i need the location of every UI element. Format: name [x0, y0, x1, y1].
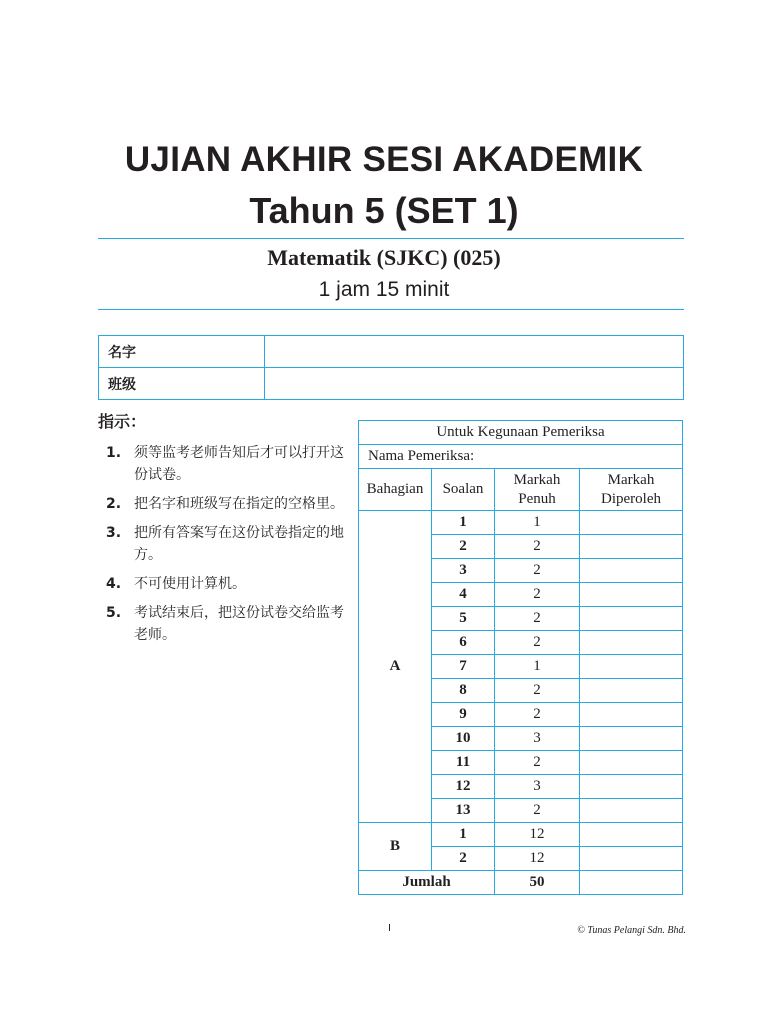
question-number: 11	[432, 751, 495, 775]
full-marks: 2	[495, 799, 580, 823]
exam-subtitle: Tahun 5 (SET 1)	[249, 190, 519, 231]
full-marks: 3	[495, 727, 580, 751]
obtained-marks-field[interactable]	[580, 559, 683, 583]
question-number: 12	[432, 775, 495, 799]
instruction-item	[106, 442, 351, 486]
subject-title: Matematik (SJKC) (025)	[267, 245, 501, 270]
full-marks: 2	[495, 607, 580, 631]
table-title-row	[359, 421, 683, 445]
total-row	[359, 871, 683, 895]
obtained-marks-field[interactable]	[580, 655, 683, 679]
obtained-marks-field[interactable]	[580, 511, 683, 535]
col-section-header: Bahagian	[359, 469, 432, 511]
instruction-number: 4.	[106, 576, 122, 592]
obtained-marks-field[interactable]	[580, 775, 683, 799]
header-row	[359, 469, 683, 511]
obtained-marks-field[interactable]	[580, 583, 683, 607]
question-number: 1	[432, 511, 495, 535]
full-marks: 2	[495, 703, 580, 727]
examiner-name-label: Nama Pemeriksa:	[359, 445, 683, 469]
instructions-heading: 指示：	[98, 412, 147, 431]
question-number: 10	[432, 727, 495, 751]
obtained-marks-field[interactable]	[580, 703, 683, 727]
question-number: 8	[432, 679, 495, 703]
class-label: 班级	[99, 368, 265, 400]
examiner-table	[358, 420, 683, 895]
full-marks: 2	[495, 679, 580, 703]
student-info-table	[98, 335, 684, 400]
full-marks: 2	[495, 631, 580, 655]
full-marks: 3	[495, 775, 580, 799]
instructions-list	[106, 442, 351, 653]
section-b-label: B	[359, 823, 432, 871]
question-number: 7	[432, 655, 495, 679]
name-row	[99, 336, 684, 368]
question-number: 4	[432, 583, 495, 607]
obtained-marks-field[interactable]	[580, 751, 683, 775]
col-question-header: Soalan	[432, 469, 495, 511]
full-marks: 2	[495, 751, 580, 775]
instruction-item	[106, 493, 351, 515]
instruction-text: 考试结束后，把这份试卷交给监考老师。	[134, 605, 344, 643]
question-number: 9	[432, 703, 495, 727]
divider-bottom	[98, 309, 684, 310]
instruction-item	[106, 573, 351, 595]
col-obtained-header: Markah Diperoleh	[580, 469, 683, 511]
divider-top	[98, 238, 684, 239]
question-number: 3	[432, 559, 495, 583]
total-label: Jumlah	[359, 871, 495, 895]
instruction-number: 1.	[106, 445, 122, 461]
full-marks: 2	[495, 559, 580, 583]
total-obtained-field[interactable]	[580, 871, 683, 895]
full-marks: 1	[495, 655, 580, 679]
question-number: 5	[432, 607, 495, 631]
class-row	[99, 368, 684, 400]
full-marks: 2	[495, 535, 580, 559]
full-marks: 12	[495, 823, 580, 847]
question-number: 2	[432, 535, 495, 559]
obtained-marks-field[interactable]	[580, 535, 683, 559]
col-full-marks-header: Markah Penuh	[495, 469, 580, 511]
class-field[interactable]	[265, 368, 684, 400]
exam-duration: 1 jam 15 minit	[318, 278, 450, 301]
obtained-marks-field[interactable]	[580, 799, 683, 823]
name-label: 名字	[99, 336, 265, 368]
examiner-name-row	[359, 445, 683, 469]
question-number: 1	[432, 823, 495, 847]
instruction-number: 2.	[106, 496, 122, 512]
instruction-text: 不可使用计算机。	[134, 576, 246, 592]
question-number: 13	[432, 799, 495, 823]
instruction-text: 把所有答案写在这份试卷指定的地方。	[134, 525, 344, 563]
total-value: 50	[495, 871, 580, 895]
instruction-item	[106, 522, 351, 566]
instruction-text: 把名字和班级写在指定的空格里。	[134, 496, 344, 512]
exam-title: UJIAN AKHIR SESI AKADEMIK	[124, 140, 644, 179]
table-row	[359, 511, 683, 535]
full-marks: 1	[495, 511, 580, 535]
copyright-text: © Tunas Pelangi Sdn. Bhd.	[577, 925, 686, 936]
instruction-number: 3.	[106, 525, 122, 541]
section-a-label: A	[359, 511, 432, 823]
instruction-text: 须等监考老师告知后才可以打开这份试卷。	[134, 445, 344, 483]
obtained-marks-field[interactable]	[580, 727, 683, 751]
full-marks: 12	[495, 847, 580, 871]
name-field[interactable]	[265, 336, 684, 368]
question-number: 6	[432, 631, 495, 655]
table-title: Untuk Kegunaan Pemeriksa	[359, 421, 683, 445]
obtained-marks-field[interactable]	[580, 847, 683, 871]
instruction-item	[106, 602, 351, 646]
obtained-marks-field[interactable]	[580, 631, 683, 655]
table-row	[359, 823, 683, 847]
instruction-number: 5.	[106, 605, 122, 621]
full-marks: 2	[495, 583, 580, 607]
question-number: 2	[432, 847, 495, 871]
obtained-marks-field[interactable]	[580, 823, 683, 847]
obtained-marks-field[interactable]	[580, 679, 683, 703]
page-number: I	[388, 923, 391, 934]
obtained-marks-field[interactable]	[580, 607, 683, 631]
